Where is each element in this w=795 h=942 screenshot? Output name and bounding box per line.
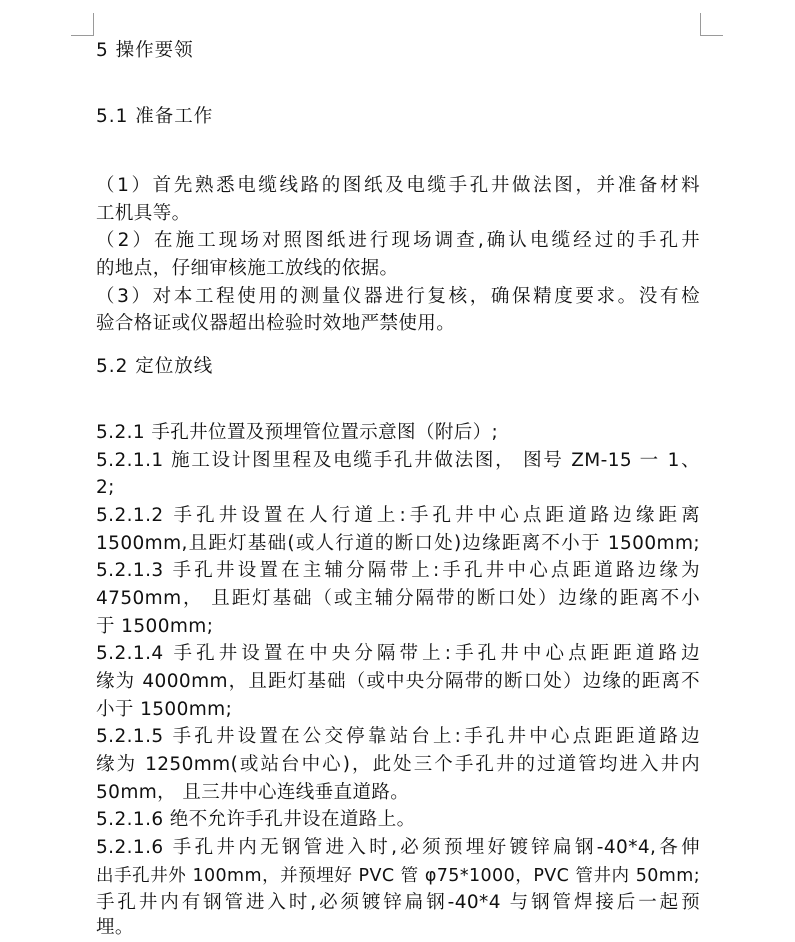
- paragraph-line: 手孔井内有钢管进入时,必须镀锌扁钢-40*4 与钢管焊接后一起预: [96, 892, 700, 913]
- paragraph-line: 5.2.1.5 手孔井设置在公交停靠站台上:手孔井中心点距距道路边: [96, 726, 700, 747]
- paragraph-line: 于 1500mm;: [96, 616, 214, 637]
- paragraph-line: 埋。: [96, 917, 134, 938]
- subsection-title-positioning: 5.2 定位放线: [96, 356, 214, 377]
- paragraph-line: 5.2.1.6 绝不允许手孔井设在道路上。: [96, 809, 416, 830]
- paragraph-line: 出手孔井外 100mm，并预埋好 PVC 管 φ75*1000，PVC 管井内 50mm;: [96, 866, 700, 886]
- paragraph-line: 50mm， 且三井中心连线垂直道路。: [96, 782, 410, 803]
- paragraph-line: 小于 1500mm;: [96, 699, 233, 720]
- paragraph-line: 的地点，仔细审核施工放线的依据。: [96, 258, 399, 279]
- paragraph-line: 4750mm， 且距灯基础（或主辅分隔带的断口处）边缘的距离不小: [96, 588, 700, 609]
- paragraph-line: 工机具等。: [96, 203, 191, 224]
- paragraph-line: 5.2.1.3 手孔井设置在主辅分隔带上:手孔井中心点距道路边缘为: [96, 560, 700, 581]
- subsection-title-preparation: 5.1 准备工作: [96, 106, 214, 127]
- paragraph-line: （2）在施工现场对照图纸进行现场调查,确认电缆经过的手孔井: [96, 230, 700, 251]
- paragraph-line: 5.2.1 手孔井位置及预埋管位置示意图（附后）;: [96, 422, 499, 443]
- paragraph-line: 缘为 1250mm(或站台中心)，此处三个手孔井的过道管均进入井内: [96, 754, 700, 775]
- paragraph-line: 5.2.1.2 手孔井设置在人行道上:手孔井中心点距道路边缘距离: [96, 505, 700, 526]
- page-corner-mark-right: [700, 13, 723, 36]
- paragraph-line: 验合格证或仪器超出检验时效地严禁使用。: [96, 313, 456, 334]
- section-title: 5 操作要领: [96, 40, 194, 61]
- paragraph-line: 5.2.1.6 手孔井内无钢管进入时,必须预埋好镀锌扁钢-40*4,各伸: [96, 837, 700, 858]
- paragraph-line: （3）对本工程使用的测量仪器进行复核，确保精度要求。没有检: [96, 286, 700, 307]
- paragraph-line: 2;: [96, 477, 115, 498]
- page-corner-mark-left: [71, 13, 94, 36]
- paragraph-line: （1）首先熟悉电缆线路的图纸及电缆手孔井做法图，并准备材料: [96, 175, 700, 196]
- paragraph-line: 1500mm,且距灯基础(或人行道的断口处)边缘距离不小于 1500mm;: [96, 533, 700, 554]
- paragraph-line: 5.2.1.1 施工设计图里程及电缆手孔井做法图， 图号 ZM-15 一 1、: [96, 450, 700, 471]
- paragraph-line: 5.2.1.4 手孔井设置在中央分隔带上:手孔井中心点距距道路边: [96, 643, 700, 664]
- paragraph-line: 缘为 4000mm，且距灯基础（或中央分隔带的断口处）边缘的距离不: [96, 671, 700, 692]
